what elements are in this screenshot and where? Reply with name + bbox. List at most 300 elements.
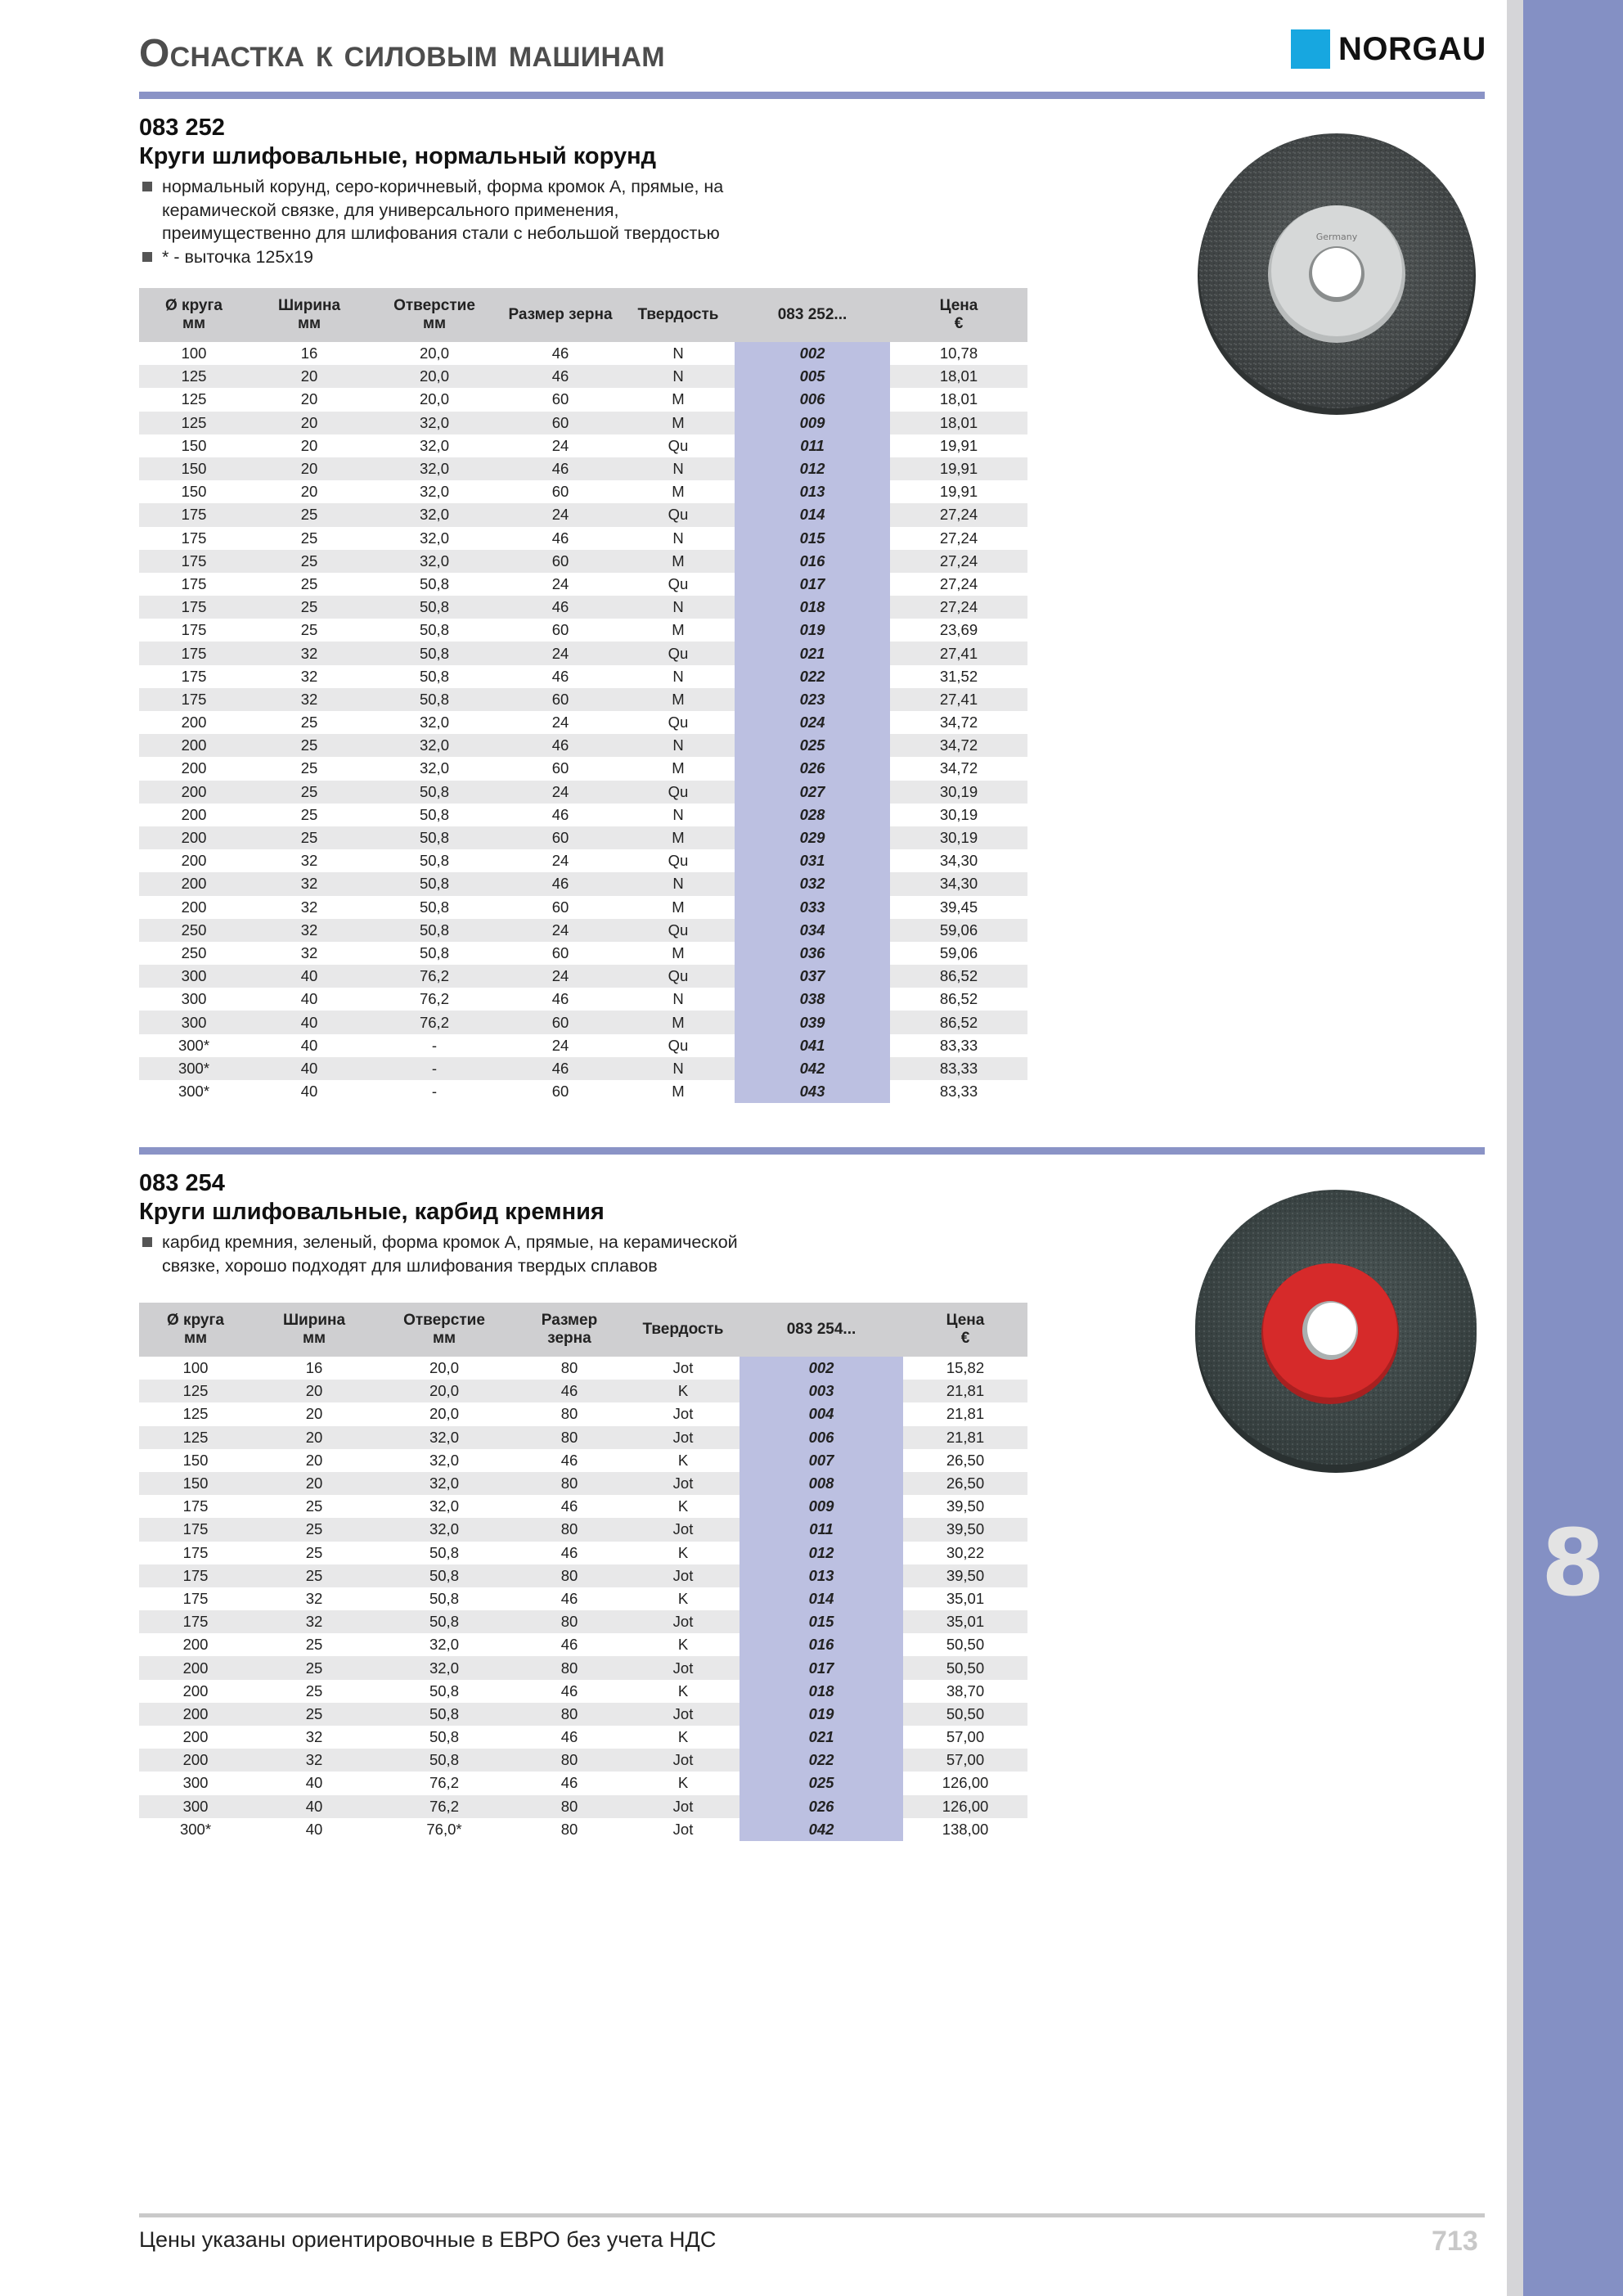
table-cell: 24 xyxy=(499,781,622,804)
table-cell: 25 xyxy=(249,734,370,757)
table-cell: 32,0 xyxy=(429,1451,459,1469)
article-number-cell: 011 xyxy=(735,434,890,457)
table-cell: 32 xyxy=(249,872,370,895)
table-cell: 19,91 xyxy=(939,436,978,454)
table-row xyxy=(139,642,1027,664)
table-row xyxy=(139,942,1027,965)
table-cell: 50,8 xyxy=(370,642,499,664)
table-cell: 76,2 xyxy=(419,990,449,1008)
table-cell: 46 xyxy=(499,596,622,619)
table-cell: 27,24 xyxy=(939,574,978,592)
table-cell: 175 xyxy=(181,667,207,685)
table-cell: M xyxy=(672,1083,685,1101)
table-cell: 32,0 xyxy=(370,734,499,757)
table-cell: N xyxy=(672,805,684,823)
table-cell: 32 xyxy=(249,642,370,664)
article-number-cell: 026 xyxy=(735,757,890,780)
table-cell: 86,52 xyxy=(890,965,1027,988)
col-header: Ширина мм xyxy=(249,288,370,342)
table-cell: 25 xyxy=(252,1564,376,1587)
table-cell: 80 xyxy=(512,1610,627,1633)
table-cell: 18,01 xyxy=(890,365,1027,388)
table-cell: Qu xyxy=(622,503,735,526)
col-header: Размер зерна xyxy=(499,288,622,342)
article-number-cell: 016 xyxy=(740,1633,903,1656)
table-cell: 300* xyxy=(179,1820,212,1838)
table-row xyxy=(139,1426,1027,1449)
article-number-cell: 012 xyxy=(735,457,890,480)
table-cell: 300* xyxy=(178,1036,210,1054)
article-number-cell: 016 xyxy=(735,550,890,573)
table-cell: 32 xyxy=(249,919,370,942)
footer-rule xyxy=(139,2213,1485,2217)
col-header: Размер зерна xyxy=(512,1303,627,1357)
table-cell: 80 xyxy=(560,1359,578,1377)
table-cell: 32,0 xyxy=(419,759,449,777)
table-cell: 150 xyxy=(139,457,249,480)
table-cell: 125 xyxy=(139,1426,252,1449)
table-cell: 19,91 xyxy=(890,457,1027,480)
table-cell: 200 xyxy=(182,1728,209,1746)
table-cell: 200 xyxy=(181,852,207,870)
article-number-cell: 002 xyxy=(735,342,890,365)
table-cell: M xyxy=(672,898,685,916)
table-cell: N xyxy=(622,457,735,480)
grinding-wheel-gray-image xyxy=(1196,127,1477,418)
chapter-sidebar xyxy=(1523,0,1623,2296)
article-number-cell: 032 xyxy=(735,872,890,895)
article-number-cell: 006 xyxy=(735,388,890,411)
article-number-cell: 019 xyxy=(735,619,890,642)
table-cell: M xyxy=(622,1011,735,1033)
table-cell: 80 xyxy=(512,1749,627,1772)
table-row xyxy=(139,1011,1027,1033)
table-cell: 32,0 xyxy=(370,412,499,434)
table-cell: 32 xyxy=(305,1589,323,1607)
table-cell: 39,50 xyxy=(946,1497,985,1515)
table-row xyxy=(139,1818,1027,1841)
grinding-wheel-green-image xyxy=(1193,1183,1479,1474)
sidebar-edge xyxy=(1507,0,1523,2296)
article-number-cell: 024 xyxy=(735,711,890,734)
article-number-cell: 015 xyxy=(735,527,890,550)
table-cell: 50,8 xyxy=(370,781,499,804)
table-cell: M xyxy=(622,550,735,573)
col-header: 083 254... xyxy=(740,1303,903,1357)
table-cell: 20 xyxy=(249,457,370,480)
table-row xyxy=(139,1587,1027,1610)
table-cell: 83,33 xyxy=(890,1057,1027,1080)
table-cell: Qu xyxy=(668,1036,689,1054)
table-cell: 21,81 xyxy=(903,1426,1027,1449)
article-number-cell: 014 xyxy=(735,503,890,526)
table-cell: K xyxy=(677,1497,689,1515)
table-cell: 60 xyxy=(551,390,569,408)
table-cell: Qu xyxy=(622,965,735,988)
table-row xyxy=(139,1795,1027,1818)
table-cell: 50,8 xyxy=(429,1543,459,1561)
table-row xyxy=(139,872,1027,895)
table-cell: K xyxy=(677,1451,689,1469)
table-cell: K xyxy=(677,1774,689,1792)
table-cell: 18,01 xyxy=(890,412,1027,434)
table-cell: 24 xyxy=(499,965,622,988)
table-cell: 200 xyxy=(182,1681,209,1699)
article-number-cell: 042 xyxy=(735,1057,890,1080)
table-row xyxy=(139,480,1027,503)
table-cell: 50,8 xyxy=(419,621,449,639)
table-cell: 46 xyxy=(560,1589,578,1607)
table-cell: N xyxy=(622,1057,735,1080)
table-row xyxy=(139,1749,1027,1772)
article-number-cell: 038 xyxy=(735,988,890,1011)
article-number-cell: 039 xyxy=(735,1011,890,1033)
table-cell: K xyxy=(677,1636,689,1654)
table-cell: K xyxy=(627,1380,740,1402)
table-cell: K xyxy=(677,1589,689,1607)
col-header: Цена € xyxy=(903,1303,1027,1357)
table-cell: 25 xyxy=(300,621,318,639)
table-cell: 76,0* xyxy=(426,1820,462,1838)
table-cell: 175 xyxy=(139,596,249,619)
table-cell: 175 xyxy=(139,1610,252,1633)
table-cell: 25 xyxy=(300,529,318,547)
table-cell: 24 xyxy=(499,919,622,942)
table-cell: 32 xyxy=(252,1749,376,1772)
table-cell: 25 xyxy=(300,805,318,823)
section2-table xyxy=(139,1303,1027,1841)
table-cell: 40 xyxy=(305,1774,323,1792)
table-cell: N xyxy=(622,365,735,388)
col-header: 083 252... xyxy=(735,288,890,342)
article-number-cell: 018 xyxy=(735,596,890,619)
table-cell: 32,0 xyxy=(429,1636,459,1654)
table-cell: 32 xyxy=(300,898,318,916)
table-cell: 40 xyxy=(252,1795,376,1818)
article-number-cell: 027 xyxy=(735,781,890,804)
wheel-label: Germany xyxy=(1315,232,1358,242)
table-cell: 175 xyxy=(182,1589,209,1607)
table-cell: 60 xyxy=(499,1011,622,1033)
table-cell: 86,52 xyxy=(890,1011,1027,1033)
table-cell: 40 xyxy=(249,1057,370,1080)
table-row xyxy=(139,1080,1027,1103)
table-cell: 300* xyxy=(178,1083,210,1101)
table-cell: 25 xyxy=(305,1636,323,1654)
table-cell: 46 xyxy=(560,1636,578,1654)
section1-bullets xyxy=(142,175,764,268)
section2-rule xyxy=(139,1147,1485,1155)
table-cell: 100 xyxy=(181,344,207,362)
table-cell: 57,00 xyxy=(946,1728,985,1746)
table-cell: M xyxy=(672,621,685,639)
table-row xyxy=(139,550,1027,573)
article-number-cell: 025 xyxy=(740,1772,903,1794)
section1-table xyxy=(139,288,1027,1103)
article-number-cell: 009 xyxy=(735,412,890,434)
table-row xyxy=(139,1034,1027,1057)
table-cell: 250 xyxy=(181,943,207,961)
table-cell: 175 xyxy=(181,529,207,547)
table-cell: N xyxy=(672,990,684,1008)
table-cell: 25 xyxy=(249,503,370,526)
section1-bullet: нормальный корунд, серо-коричневый, форма кромок А, прямые, на керамической связке, для универсального применения, преимущественно для шлифования стали с небольшой твердостью xyxy=(142,175,764,245)
table-cell: 39,50 xyxy=(903,1564,1027,1587)
chapter-number: 8 xyxy=(1541,1510,1605,1617)
table-cell: N xyxy=(622,734,735,757)
table-cell: 10,78 xyxy=(939,344,978,362)
table-cell: 32,0 xyxy=(376,1426,512,1449)
table-cell: 20 xyxy=(300,436,318,454)
table-cell: Jot xyxy=(627,1472,740,1495)
table-cell: 200 xyxy=(181,759,207,777)
table-cell: 50,8 xyxy=(376,1749,512,1772)
table-cell: 300 xyxy=(182,1774,209,1792)
table-cell: 50,8 xyxy=(370,919,499,942)
table-cell: 80 xyxy=(512,1518,627,1541)
table-cell: Jot xyxy=(627,1610,740,1633)
article-number-cell: 013 xyxy=(740,1564,903,1587)
table-cell: Jot xyxy=(627,1564,740,1587)
table-cell: 24 xyxy=(551,574,569,592)
table-cell: 138,00 xyxy=(942,1820,989,1838)
table-cell: 80 xyxy=(512,1472,627,1495)
footer-note: Цены указаны ориентировочные в ЕВРО без учета НДС xyxy=(139,2227,717,2252)
table-row xyxy=(139,896,1027,919)
table-cell: 46 xyxy=(512,1380,627,1402)
table-cell: 20 xyxy=(252,1472,376,1495)
col-header: Отверстие мм xyxy=(370,288,499,342)
table-cell: Qu xyxy=(668,852,689,870)
col-header: Цена € xyxy=(890,288,1027,342)
table-cell: 25 xyxy=(300,759,318,777)
page-number: 713 xyxy=(1432,2226,1478,2257)
table-cell: 59,06 xyxy=(939,943,978,961)
table-cell: 300* xyxy=(139,1057,249,1080)
table-cell: 34,72 xyxy=(939,759,978,777)
table-cell: 24 xyxy=(499,642,622,664)
table-cell: 24 xyxy=(551,714,569,732)
table-cell: 32,0 xyxy=(419,714,449,732)
table-cell: Jot xyxy=(627,1795,740,1818)
table-cell: 35,01 xyxy=(946,1589,985,1607)
table-cell: 32,0 xyxy=(419,436,449,454)
table-cell: 46 xyxy=(499,1057,622,1080)
article-number-cell: 017 xyxy=(740,1656,903,1679)
table-row xyxy=(139,412,1027,434)
table-cell: 125 xyxy=(181,390,207,408)
table-cell: 83,33 xyxy=(939,1083,978,1101)
table-cell: 46 xyxy=(551,667,569,685)
table-cell: 76,2 xyxy=(429,1774,459,1792)
table-cell: 26,50 xyxy=(946,1451,985,1469)
table-cell: 60 xyxy=(551,1083,569,1101)
article-number-cell: 005 xyxy=(735,365,890,388)
table-cell: 46 xyxy=(551,990,569,1008)
table-cell: 32 xyxy=(300,852,318,870)
table-cell: M xyxy=(622,826,735,849)
table-cell: 26,50 xyxy=(903,1472,1027,1495)
article-number-cell: 034 xyxy=(735,919,890,942)
table-cell: 34,30 xyxy=(939,852,978,870)
table-row xyxy=(139,711,1027,734)
table-row xyxy=(139,781,1027,804)
table-cell: 50,8 xyxy=(370,596,499,619)
table-row xyxy=(139,988,1027,1011)
table-row xyxy=(139,1057,1027,1080)
col-header: Твердость xyxy=(627,1303,740,1357)
table-cell: Jot xyxy=(672,1405,694,1423)
table-cell: 200 xyxy=(182,1636,209,1654)
article-number-cell: 023 xyxy=(735,688,890,711)
table-cell: 200 xyxy=(139,734,249,757)
section2-bullet: карбид кремния, зеленый, форма кромок А, прямые, на керамической связке, хорошо подходят для шлифования твердых сплавов xyxy=(142,1231,772,1277)
table-cell: 86,52 xyxy=(939,990,978,1008)
table-cell: 25 xyxy=(305,1681,323,1699)
article-number-cell: 015 xyxy=(740,1610,903,1633)
table-row xyxy=(139,1656,1027,1679)
col-header: Ø круга мм xyxy=(139,1303,252,1357)
table-cell: 24 xyxy=(551,852,569,870)
table-cell: 80 xyxy=(512,1703,627,1726)
table-row xyxy=(139,665,1027,688)
table-cell: 20,0 xyxy=(419,344,449,362)
table-cell: 32 xyxy=(305,1728,323,1746)
table-cell: 32 xyxy=(300,667,318,685)
article-number-cell: 017 xyxy=(735,573,890,596)
table-cell: 20,0 xyxy=(429,1359,459,1377)
table-cell: 20 xyxy=(249,412,370,434)
table-cell: 30,19 xyxy=(939,805,978,823)
table-row xyxy=(139,1542,1027,1564)
table-cell: 20 xyxy=(252,1426,376,1449)
brand-square-icon xyxy=(1291,29,1330,69)
table-cell: M xyxy=(672,943,685,961)
table-cell: 25 xyxy=(252,1518,376,1541)
table-row xyxy=(139,919,1027,942)
article-number-cell: 042 xyxy=(740,1818,903,1841)
table-cell: 50,50 xyxy=(903,1656,1027,1679)
table-cell: 32,0 xyxy=(419,529,449,547)
table-cell: 46 xyxy=(499,457,622,480)
table-cell: 50,8 xyxy=(376,1564,512,1587)
table-cell: 16 xyxy=(305,1359,323,1377)
table-cell: 300 xyxy=(181,990,207,1008)
table-cell: 27,24 xyxy=(939,529,978,547)
table-cell: 27,41 xyxy=(890,688,1027,711)
table-cell: 250 xyxy=(139,919,249,942)
table-cell: 30,19 xyxy=(890,826,1027,849)
table-row xyxy=(139,1495,1027,1518)
table-cell: - xyxy=(370,1057,499,1080)
col-header: Ø круга мм xyxy=(139,288,249,342)
page-title: Оснастка к силовым машинам xyxy=(139,32,665,75)
table-cell: 20 xyxy=(305,1405,323,1423)
table-cell: 50,8 xyxy=(419,574,449,592)
table-cell: 46 xyxy=(560,1543,578,1561)
table-cell: 25 xyxy=(249,550,370,573)
table-cell: 32 xyxy=(249,688,370,711)
table-cell: Qu xyxy=(622,919,735,942)
table-cell: K xyxy=(677,1728,689,1746)
table-header-row xyxy=(139,1303,1027,1357)
table-cell: 25 xyxy=(249,781,370,804)
table-row xyxy=(139,1703,1027,1726)
table-row xyxy=(139,1449,1027,1472)
table-cell: 300 xyxy=(139,1011,249,1033)
table-cell: 18,01 xyxy=(939,390,978,408)
table-cell: 50,8 xyxy=(419,852,449,870)
table-cell: Qu xyxy=(668,574,689,592)
table-cell: 34,30 xyxy=(890,872,1027,895)
article-number-cell: 028 xyxy=(735,804,890,826)
table-cell: Qu xyxy=(668,436,689,454)
article-number-cell: 037 xyxy=(735,965,890,988)
table-cell: 76,2 xyxy=(370,965,499,988)
article-number-cell: 041 xyxy=(735,1034,890,1057)
table-cell: 100 xyxy=(182,1359,209,1377)
table-cell: 60 xyxy=(499,826,622,849)
table-cell: 27,24 xyxy=(890,596,1027,619)
table-cell: 200 xyxy=(181,805,207,823)
table-cell: Qu xyxy=(622,781,735,804)
table-cell: 32,0 xyxy=(370,457,499,480)
table-cell: 125 xyxy=(139,412,249,434)
table-cell: 80 xyxy=(512,1564,627,1587)
table-cell: 31,52 xyxy=(939,667,978,685)
table-cell: 30,19 xyxy=(890,781,1027,804)
article-number-cell: 007 xyxy=(740,1449,903,1472)
brand-logo xyxy=(1291,29,1486,69)
article-number-cell: 011 xyxy=(740,1518,903,1541)
table-cell: 27,24 xyxy=(890,550,1027,573)
article-number-cell: 014 xyxy=(740,1587,903,1610)
table-row xyxy=(139,342,1027,365)
table-cell: 50,8 xyxy=(376,1703,512,1726)
table-cell: 40 xyxy=(249,965,370,988)
table-row xyxy=(139,804,1027,826)
table-cell: 50,8 xyxy=(376,1610,512,1633)
table-row xyxy=(139,527,1027,550)
table-row xyxy=(139,457,1027,480)
table-cell: 20,0 xyxy=(370,365,499,388)
table-cell: 300 xyxy=(139,1795,252,1818)
table-cell: Qu xyxy=(622,642,735,664)
table-cell: M xyxy=(622,688,735,711)
table-cell: 20,0 xyxy=(429,1405,459,1423)
table-cell: Jot xyxy=(627,1426,740,1449)
table-cell: 40 xyxy=(300,1036,318,1054)
table-cell: 175 xyxy=(182,1497,209,1515)
table-cell: 46 xyxy=(499,872,622,895)
table-cell: 60 xyxy=(551,483,569,501)
table-row xyxy=(139,1633,1027,1656)
table-cell: 80 xyxy=(560,1405,578,1423)
table-cell: 175 xyxy=(181,621,207,639)
article-number-cell: 009 xyxy=(740,1495,903,1518)
table-cell: 175 xyxy=(139,550,249,573)
table-cell: 32 xyxy=(252,1610,376,1633)
table-row xyxy=(139,1610,1027,1633)
table-cell: 50,8 xyxy=(370,688,499,711)
table-cell: 50,8 xyxy=(429,1681,459,1699)
table-cell: 150 xyxy=(182,1451,209,1469)
table-cell: 39,50 xyxy=(903,1518,1027,1541)
table-cell: 46 xyxy=(551,529,569,547)
table-cell: 25 xyxy=(249,826,370,849)
table-cell: 23,69 xyxy=(939,621,978,639)
table-cell: 20,0 xyxy=(419,390,449,408)
